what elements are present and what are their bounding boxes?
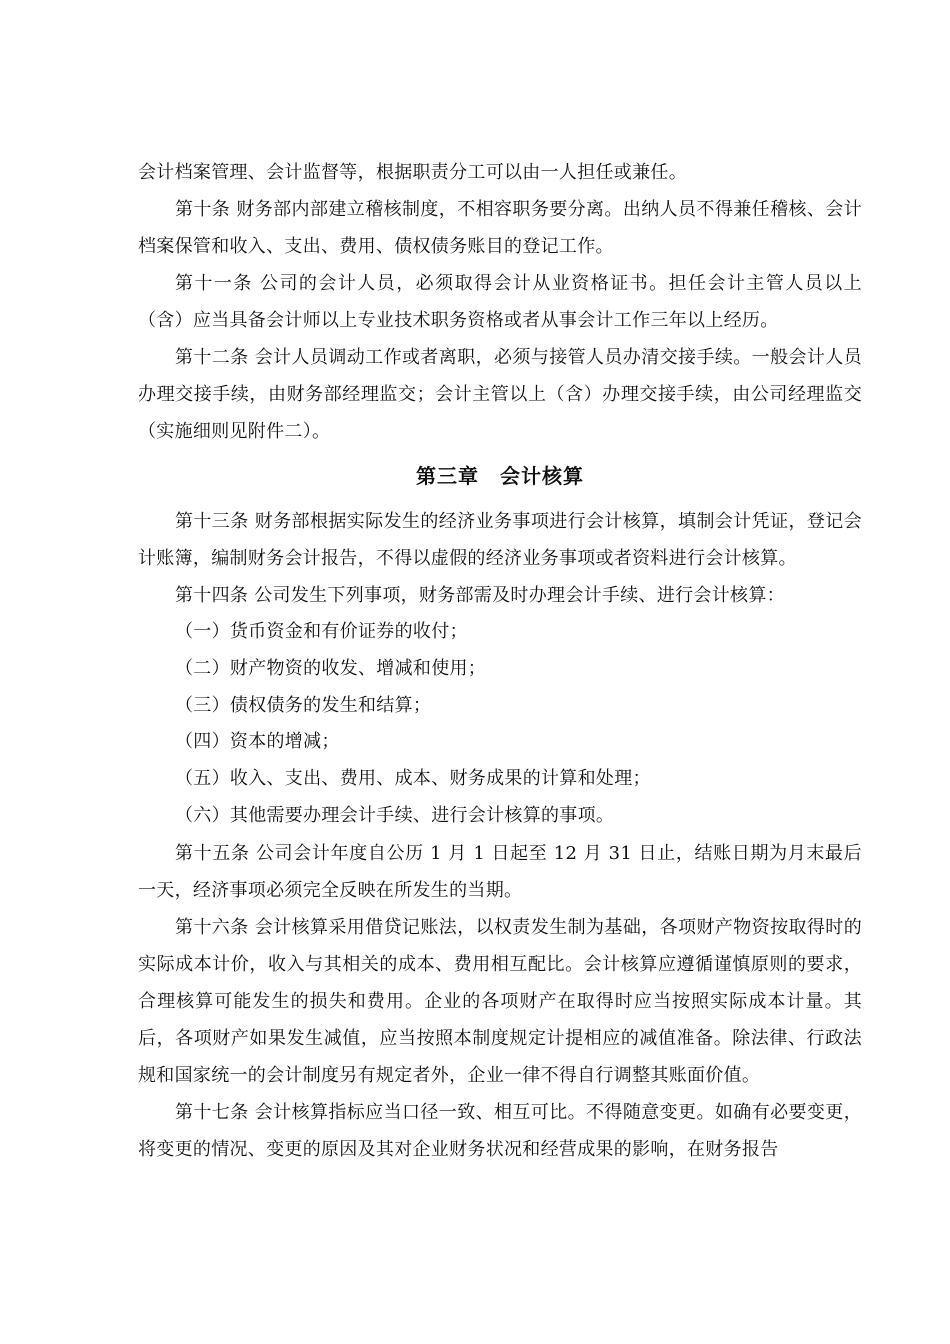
list-item: （二）财产物资的收发、增减和使用； [175,657,487,679]
article-16: 第十六条 会计核算采用借贷记账法，以权责发生制为基础，各项财产物资按取得时的实际成本计价，收入与其相关的成本、费用相互配比。会计核算应遵循谨慎原则的要求，合理核算可能发生的损失和费用。企业的各项财产在取得时应当按照实际成本计量。其后，各项财产如果发生减值，应当按照本制度规定计提相应的减值准备。除法律、行政法规和国家统一的会计制度另有规定者外，企业一律不得自行调整其账面价值。 [138,916,862,1086]
list-item: （一）货币资金和有价证券的收付； [175,621,468,642]
article-10: 第十条 财务部内部建立稽核制度，不相容职务要分离。出纳人员不得兼任稽核、会计档案保管和收入、支出、费用、债权债务账目的登记工作。 [138,199,862,257]
chapter-title: 第三章 会计核算 [416,464,584,488]
article-12: 第十二条 会计人员调动工作或者离职，必须与接管人员办清交接手续。一般会计人员办理交接手续，由财务部经理监交；会计主管以上（含）办理交接手续，由公司经理监交（实施细则见附件二）。 [138,347,862,442]
article-14: 第十四条 公司发生下列事项，财务部需及时办理会计手续、进行会计核算： [175,585,785,606]
document-page [138,154,862,1168]
paragraph-continuation: 会计档案管理、会计监督等，根据职责分工可以由一人担任或兼任。 [138,162,687,183]
list-item: （五）收入、支出、费用、成本、财务成果的计算和处理； [175,768,651,790]
list-item: （四）资本的增减； [175,731,340,753]
list-item: （六）其他需要办理会计手续、进行会计核算的事项。 [175,804,615,826]
list-item: （三）债权债务的发生和结算； [175,694,432,716]
article-11: 第十一条 公司的会计人员，必须取得会计从业资格证书。担任会计主管人员以上（含）应当具备会计师以上专业技术职务资格或者从事会计工作三年以上经历。 [138,273,862,331]
article-15: 第十五条 公司会计年度自公历 1 月 1 日起至 12 月 31 日止，结账日期为月末最后一天，经济事项必须完全反映在所发生的当期。 [138,842,862,901]
article-17: 第十七条 会计核算指标应当口径一致、相互可比。不得随意变更。如确有必要变更，将变更的情况、变更的原因及其对企业财务状况和经营成果的影响，在财务报告 [138,1101,862,1160]
article-13: 第十三条 财务部根据实际发生的经济业务事项进行会计核算，填制会计凭证，登记会计账簿，编制财务会计报告，不得以虚假的经济业务事项或者资料进行会计核算。 [138,511,862,569]
